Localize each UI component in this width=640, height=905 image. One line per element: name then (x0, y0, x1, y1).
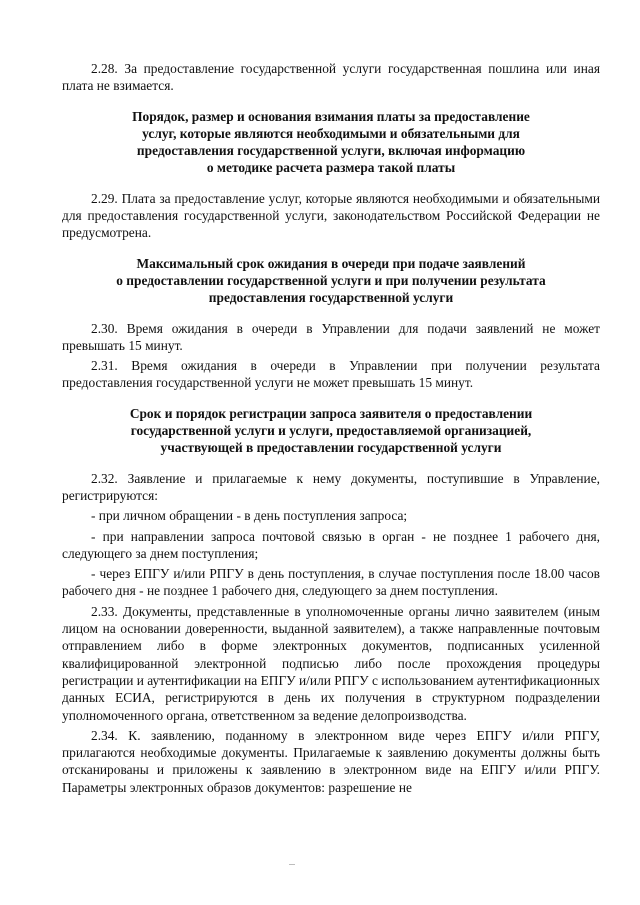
section-heading-queue (62, 255, 600, 307)
heading-line: Максимальный срок ожидания в очереди при подаче заявлений (136, 255, 526, 271)
spacer (62, 307, 600, 320)
heading-line: предоставления государственной услуги, включая информацию (136, 143, 526, 159)
paragraph-2-32: 2.32. Заявление и прилагаемые к нему документы, поступившие в Управление, регистрируются: (62, 470, 600, 503)
paragraph-2-28: 2.28. За предоставление государственной услуги государственная пошлина или иная плата не взимается. (62, 61, 600, 94)
paragraph-2-33: 2.33. Документы, представленные в уполномоченные органы лично заявителем (иным лицом на основании доверенности, выданной заявителем), а также направленные почтовым отправлением либо в форме электронных документов, подписанных усиленной квалифицированной электронной подписью либо после прохождения процедуры регистрации и аутентификации на ЕПГУ и/или РПГУ с использованием аутентификационных данных ЕСИА, регистрируются в день их получения в структурном подразделении уполномоченного органа, ответственном за ведение делопроизводства. (62, 603, 600, 723)
spacer (62, 177, 600, 190)
paragraph-2-29: 2.29. Плата за предоставление услуг, которые являются необходимыми и обязательными для предоставления государственной услуги, законодательством Российской Федерации не предусмотрена. (62, 190, 600, 241)
spacer (62, 95, 600, 108)
paragraph-2-34: 2.34. К. заявлению, поданному в электронном виде через ЕПГУ и/или РПГУ, прилагаются необходимые документы. Прилагаемые к заявлению документы должны быть отсканированы и приложены к заявлению в электронном виде на ЕПГУ и/или РПГУ. Параметры электронных образов документов: разрешение не (62, 727, 600, 795)
heading-line: о предоставлении государственной услуги и при получении результата (116, 272, 546, 288)
list-item: - при направлении запроса почтовой связью в орган - не позднее 1 рабочего дня, следующего за днем поступления; (62, 528, 600, 561)
paragraph-2-31: 2.31. Время ожидания в очереди в Управлении при получении результата предоставления государственной услуги не может превышать 15 минут. (62, 358, 600, 391)
heading-line: предоставления государственной услуги (208, 290, 454, 306)
paragraph-2-30: 2.30. Время ожидания в очереди в Управлении для подачи заявлений не может превышать 15 минут. (62, 320, 600, 353)
section-heading-payment (62, 108, 600, 177)
list-item: - через ЕПГУ и/или РПГУ в день поступления, в случае поступления после 18.00 часов рабочего дня - не позднее 1 рабочего дня, следующего за днем поступления. (62, 566, 600, 599)
spacer (62, 392, 600, 405)
scan-mark (289, 864, 295, 865)
heading-line: услуг, которые являются необходимыми и обязательными для (142, 125, 520, 141)
spacer (62, 242, 600, 255)
list-item: - при личном обращении - в день поступления запроса; (91, 508, 408, 524)
heading-line: Порядок, размер и основания взимания платы за предоставление (132, 108, 530, 124)
heading-line: государственной услуги и услуги, предоставляемой организацией, (130, 423, 532, 439)
heading-line: о методике расчета размера такой платы (206, 160, 456, 176)
spacer (62, 457, 600, 470)
heading-line: участвующей в предоставлении государственной услуги (160, 440, 502, 456)
heading-line: Срок и порядок регистрации запроса заявителя о предоставлении (129, 405, 533, 421)
section-heading-registration (62, 405, 600, 457)
